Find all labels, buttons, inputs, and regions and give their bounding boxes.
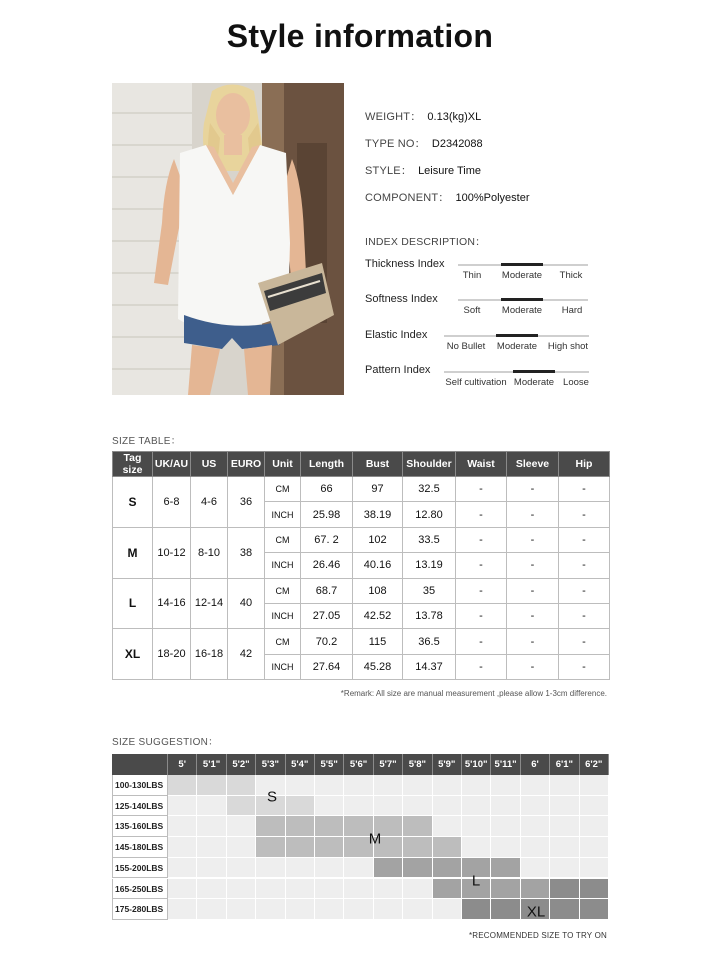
suggestion-cell <box>227 816 256 837</box>
suggestion-cell <box>462 816 491 837</box>
suggestion-cell <box>580 858 609 879</box>
height-header: 6' <box>521 754 550 775</box>
sleeve-cell: - <box>507 654 559 679</box>
waist-cell: - <box>456 654 507 679</box>
header-us: US <box>191 452 228 477</box>
weight-row-label: 155-200LBS <box>112 858 168 879</box>
suggestion-cell <box>491 858 520 879</box>
sleeve-cell: - <box>507 629 559 654</box>
suggestion-cell <box>374 796 403 817</box>
suggestion-cell <box>433 858 462 879</box>
size-table <box>112 451 610 680</box>
bust-cell: 42.52 <box>353 603 403 628</box>
header-shoulder: Shoulder <box>403 452 456 477</box>
size-suggestion-label: SIZE SUGGESTION： <box>112 737 219 748</box>
suggestion-cell <box>256 816 285 837</box>
euro-size: 36 <box>228 477 265 528</box>
suggestion-cell <box>344 858 373 879</box>
suggestion-cell <box>256 837 285 858</box>
unit-cell: CM <box>265 477 301 502</box>
euro-size: 42 <box>228 629 265 680</box>
suggestion-cell <box>550 775 579 796</box>
waist-cell: - <box>456 553 507 578</box>
size-table-header <box>113 452 610 477</box>
unit-cell: INCH <box>265 654 301 679</box>
uk-au-size: 10-12 <box>153 527 191 578</box>
suggestion-cell <box>168 858 197 879</box>
component-value: 100%Polyester <box>455 192 530 204</box>
sleeve-cell: - <box>507 477 559 502</box>
suggestion-cell <box>168 837 197 858</box>
thickness-option-high: Thick <box>559 270 583 281</box>
euro-size: 38 <box>228 527 265 578</box>
length-cell: 27.05 <box>301 603 353 628</box>
suggestion-cell <box>197 899 226 920</box>
elastic-option-mid: Moderate <box>496 341 538 352</box>
height-header: 6'1" <box>550 754 579 775</box>
size-tag: XL <box>113 629 153 680</box>
page-title: Style information <box>226 18 494 54</box>
suggestion-cell <box>374 858 403 879</box>
sleeve-cell: - <box>507 578 559 603</box>
suggestion-cell <box>168 899 197 920</box>
suggestion-cell <box>315 899 344 920</box>
size-zone-label: L <box>471 872 481 890</box>
softness-option-high: Hard <box>561 305 583 316</box>
shoulder-cell: 13.19 <box>403 553 456 578</box>
weight-value: 0.13(kg)XL <box>427 111 482 123</box>
bust-cell: 45.28 <box>353 654 403 679</box>
height-header: 5'11" <box>491 754 520 775</box>
pattern-index-label: Pattern Index <box>365 364 431 376</box>
suggestion-cell <box>403 837 432 858</box>
suggestion-cell <box>168 879 197 900</box>
shoulder-cell: 33.5 <box>403 527 456 552</box>
unit-cell: INCH <box>265 502 301 527</box>
height-header: 6'2" <box>580 754 609 775</box>
size-tag: S <box>113 477 153 528</box>
suggestion-cell <box>286 899 315 920</box>
bust-cell: 115 <box>353 629 403 654</box>
weight-row-label: 165-250LBS <box>112 879 168 900</box>
header-uk-au: UK/AU <box>153 452 191 477</box>
suggestion-cell <box>462 775 491 796</box>
height-header: 5'8" <box>403 754 432 775</box>
suggestion-cell <box>227 858 256 879</box>
type-row <box>365 135 483 151</box>
weight-row <box>365 108 481 124</box>
unit-cell: CM <box>265 629 301 654</box>
suggestion-cell <box>403 816 432 837</box>
header-unit: Unit <box>265 452 301 477</box>
table-row <box>113 629 610 654</box>
suggestion-cell <box>491 899 520 920</box>
component-row <box>365 189 530 205</box>
suggestion-cell <box>227 796 256 817</box>
size-zone-label: S <box>266 788 278 806</box>
suggestion-cell <box>550 899 579 920</box>
uk-au-size: 6-8 <box>153 477 191 528</box>
suggestion-cell <box>315 796 344 817</box>
softness-index-label: Softness Index <box>365 293 438 305</box>
length-cell: 27.64 <box>301 654 353 679</box>
suggestion-cell <box>580 816 609 837</box>
sleeve-cell: - <box>507 553 559 578</box>
sleeve-cell: - <box>507 527 559 552</box>
elastic-index-marker <box>496 334 538 337</box>
suggestion-cell <box>374 775 403 796</box>
suggestion-cell <box>403 858 432 879</box>
height-header: 5'5" <box>315 754 344 775</box>
suggestion-cell <box>286 837 315 858</box>
bust-cell: 38.19 <box>353 502 403 527</box>
suggestion-cell <box>227 879 256 900</box>
suggestion-cell <box>256 879 285 900</box>
pattern-option-mid: Moderate <box>513 377 555 388</box>
elastic-option-high: High shot <box>547 341 589 352</box>
weight-row-label: 135-160LBS <box>112 816 168 837</box>
softness-option-low: Soft <box>463 305 481 316</box>
waist-cell: - <box>456 477 507 502</box>
suggestion-cell <box>521 796 550 817</box>
suggestion-cell <box>286 816 315 837</box>
header-sleeve: Sleeve <box>507 452 559 477</box>
suggestion-cell <box>550 858 579 879</box>
hip-cell: - <box>559 654 610 679</box>
suggestion-cell <box>491 837 520 858</box>
uk-au-size: 18-20 <box>153 629 191 680</box>
suggestion-cell <box>433 879 462 900</box>
suggestion-cell <box>286 879 315 900</box>
type-value: D2342088 <box>431 138 483 150</box>
suggestion-corner <box>112 754 168 775</box>
suggestion-cell <box>227 775 256 796</box>
weight-row-label: 100-130LBS <box>112 775 168 796</box>
suggestion-cell <box>521 879 550 900</box>
pattern-option-low: Self cultivation <box>445 377 507 388</box>
style-value: Leisure Time <box>418 165 482 177</box>
suggestion-cell <box>315 858 344 879</box>
suggestion-cell <box>344 775 373 796</box>
suggestion-cell <box>197 775 226 796</box>
header-tag-size: Tag size <box>113 452 153 477</box>
suggestion-cell <box>168 775 197 796</box>
size-remark: *Remark: All size are manual measurement ,please allow 1-3cm difference. <box>340 689 607 698</box>
suggestion-cell <box>286 858 315 879</box>
sleeve-cell: - <box>507 603 559 628</box>
suggestion-cell <box>491 775 520 796</box>
suggestion-cell <box>403 775 432 796</box>
suggestion-cell <box>286 796 315 817</box>
waist-cell: - <box>456 578 507 603</box>
size-zone-label: XL <box>526 903 546 921</box>
hip-cell: - <box>559 629 610 654</box>
suggestion-cell <box>550 879 579 900</box>
size-table-label: SIZE TABLE： <box>112 436 182 447</box>
thickness-index-label: Thickness Index <box>365 258 445 270</box>
suggestion-cell <box>580 796 609 817</box>
suggestion-cell <box>433 837 462 858</box>
unit-cell: CM <box>265 527 301 552</box>
suggestion-cell <box>403 879 432 900</box>
length-cell: 66 <box>301 477 353 502</box>
length-cell: 70.2 <box>301 629 353 654</box>
length-cell: 25.98 <box>301 502 353 527</box>
suggestion-cell <box>197 837 226 858</box>
elastic-option-low: No Bullet <box>446 341 486 352</box>
shoulder-cell: 12.80 <box>403 502 456 527</box>
shoulder-cell: 13.78 <box>403 603 456 628</box>
softness-index-marker <box>501 298 543 301</box>
bust-cell: 97 <box>353 477 403 502</box>
elastic-index-label: Elastic Index <box>365 329 428 341</box>
suggestion-cell <box>433 899 462 920</box>
height-header: 5'6" <box>344 754 373 775</box>
table-row <box>113 578 610 603</box>
hip-cell: - <box>559 502 610 527</box>
suggestion-cell <box>374 899 403 920</box>
suggestion-cell <box>580 899 609 920</box>
weight-row-label: 125-140LBS <box>112 796 168 817</box>
height-header: 5'7" <box>374 754 403 775</box>
suggestion-cell <box>315 837 344 858</box>
suggestion-cell <box>286 775 315 796</box>
size-tag: L <box>113 578 153 629</box>
header-euro: EURO <box>228 452 265 477</box>
product-photo <box>112 83 344 395</box>
us-size: 8-10 <box>191 527 228 578</box>
thickness-option-low: Thin <box>462 270 482 281</box>
suggestion-cell <box>344 796 373 817</box>
suggestion-cell <box>462 796 491 817</box>
suggestion-cell <box>491 879 520 900</box>
suggestion-cell <box>433 796 462 817</box>
suggestion-cell <box>550 816 579 837</box>
shoulder-cell: 32.5 <box>403 477 456 502</box>
unit-cell: CM <box>265 578 301 603</box>
suggestion-cell <box>580 879 609 900</box>
recommend-note: *RECOMMENDED SIZE TO TRY ON <box>468 931 607 940</box>
suggestion-cell <box>227 837 256 858</box>
suggestion-cell <box>580 775 609 796</box>
softness-option-mid: Moderate <box>501 305 543 316</box>
suggestion-cell <box>491 796 520 817</box>
hip-cell: - <box>559 477 610 502</box>
suggestion-cell <box>403 796 432 817</box>
bust-cell: 102 <box>353 527 403 552</box>
suggestion-cell <box>197 858 226 879</box>
component-label: COMPONENT： <box>365 192 450 204</box>
suggestion-cell <box>433 816 462 837</box>
style-row <box>365 162 481 178</box>
shoulder-cell: 14.37 <box>403 654 456 679</box>
suggestion-cell <box>550 837 579 858</box>
pattern-index-marker <box>513 370 555 373</box>
size-tag: M <box>113 527 153 578</box>
suggestion-cell <box>462 899 491 920</box>
suggestion-cell <box>344 879 373 900</box>
weight-label: WEIGHT： <box>365 111 422 123</box>
shoulder-cell: 36.5 <box>403 629 456 654</box>
suggestion-cell <box>521 858 550 879</box>
suggestion-cell <box>256 899 285 920</box>
style-label: STYLE： <box>365 165 413 177</box>
index-description-title: INDEX DESCRIPTION： <box>365 236 486 248</box>
hip-cell: - <box>559 553 610 578</box>
suggestion-cell <box>403 899 432 920</box>
suggestion-cell <box>315 816 344 837</box>
pattern-option-high: Loose <box>563 377 589 388</box>
suggestion-cell <box>197 879 226 900</box>
suggestion-cell <box>256 858 285 879</box>
height-header: 5'3" <box>256 754 285 775</box>
length-cell: 26.46 <box>301 553 353 578</box>
thickness-option-mid: Moderate <box>501 270 543 281</box>
unit-cell: INCH <box>265 553 301 578</box>
sleeve-cell: - <box>507 502 559 527</box>
suggestion-cell <box>315 879 344 900</box>
thickness-index-marker <box>501 263 543 266</box>
euro-size: 40 <box>228 578 265 629</box>
waist-cell: - <box>456 502 507 527</box>
height-header: 5'10" <box>462 754 491 775</box>
height-header: 5'9" <box>433 754 462 775</box>
us-size: 4-6 <box>191 477 228 528</box>
waist-cell: - <box>456 629 507 654</box>
suggestion-cell <box>521 775 550 796</box>
bust-cell: 40.16 <box>353 553 403 578</box>
shoulder-cell: 35 <box>403 578 456 603</box>
hip-cell: - <box>559 603 610 628</box>
height-header: 5'1" <box>197 754 226 775</box>
type-label: TYPE NO： <box>365 138 426 150</box>
us-size: 12-14 <box>191 578 228 629</box>
suggestion-cell <box>580 837 609 858</box>
hip-cell: - <box>559 527 610 552</box>
height-header: 5'4" <box>286 754 315 775</box>
waist-cell: - <box>456 603 507 628</box>
header-bust: Bust <box>353 452 403 477</box>
suggestion-cell <box>521 837 550 858</box>
header-length: Length <box>301 452 353 477</box>
length-cell: 68.7 <box>301 578 353 603</box>
suggestion-cell <box>197 816 226 837</box>
unit-cell: INCH <box>265 603 301 628</box>
suggestion-cell <box>227 899 256 920</box>
suggestion-cell <box>168 816 197 837</box>
suggestion-cell <box>168 796 197 817</box>
suggestion-cell <box>344 899 373 920</box>
waist-cell: - <box>456 527 507 552</box>
suggestion-cell <box>433 775 462 796</box>
header-hip: Hip <box>559 452 610 477</box>
height-header: 5' <box>168 754 197 775</box>
suggestion-cell <box>197 796 226 817</box>
suggestion-cell <box>491 816 520 837</box>
table-row <box>113 527 610 552</box>
suggestion-cell <box>521 816 550 837</box>
uk-au-size: 14-16 <box>153 578 191 629</box>
bust-cell: 108 <box>353 578 403 603</box>
suggestion-cell <box>550 796 579 817</box>
suggestion-cell <box>462 837 491 858</box>
length-cell: 67. 2 <box>301 527 353 552</box>
us-size: 16-18 <box>191 629 228 680</box>
header-waist: Waist <box>456 452 507 477</box>
table-row <box>113 477 610 502</box>
suggestion-cell <box>315 775 344 796</box>
hip-cell: - <box>559 578 610 603</box>
height-header: 5'2" <box>227 754 256 775</box>
weight-row-label: 145-180LBS <box>112 837 168 858</box>
weight-row-label: 175-280LBS <box>112 899 168 920</box>
suggestion-cell <box>374 879 403 900</box>
size-zone-label: M <box>368 830 382 848</box>
